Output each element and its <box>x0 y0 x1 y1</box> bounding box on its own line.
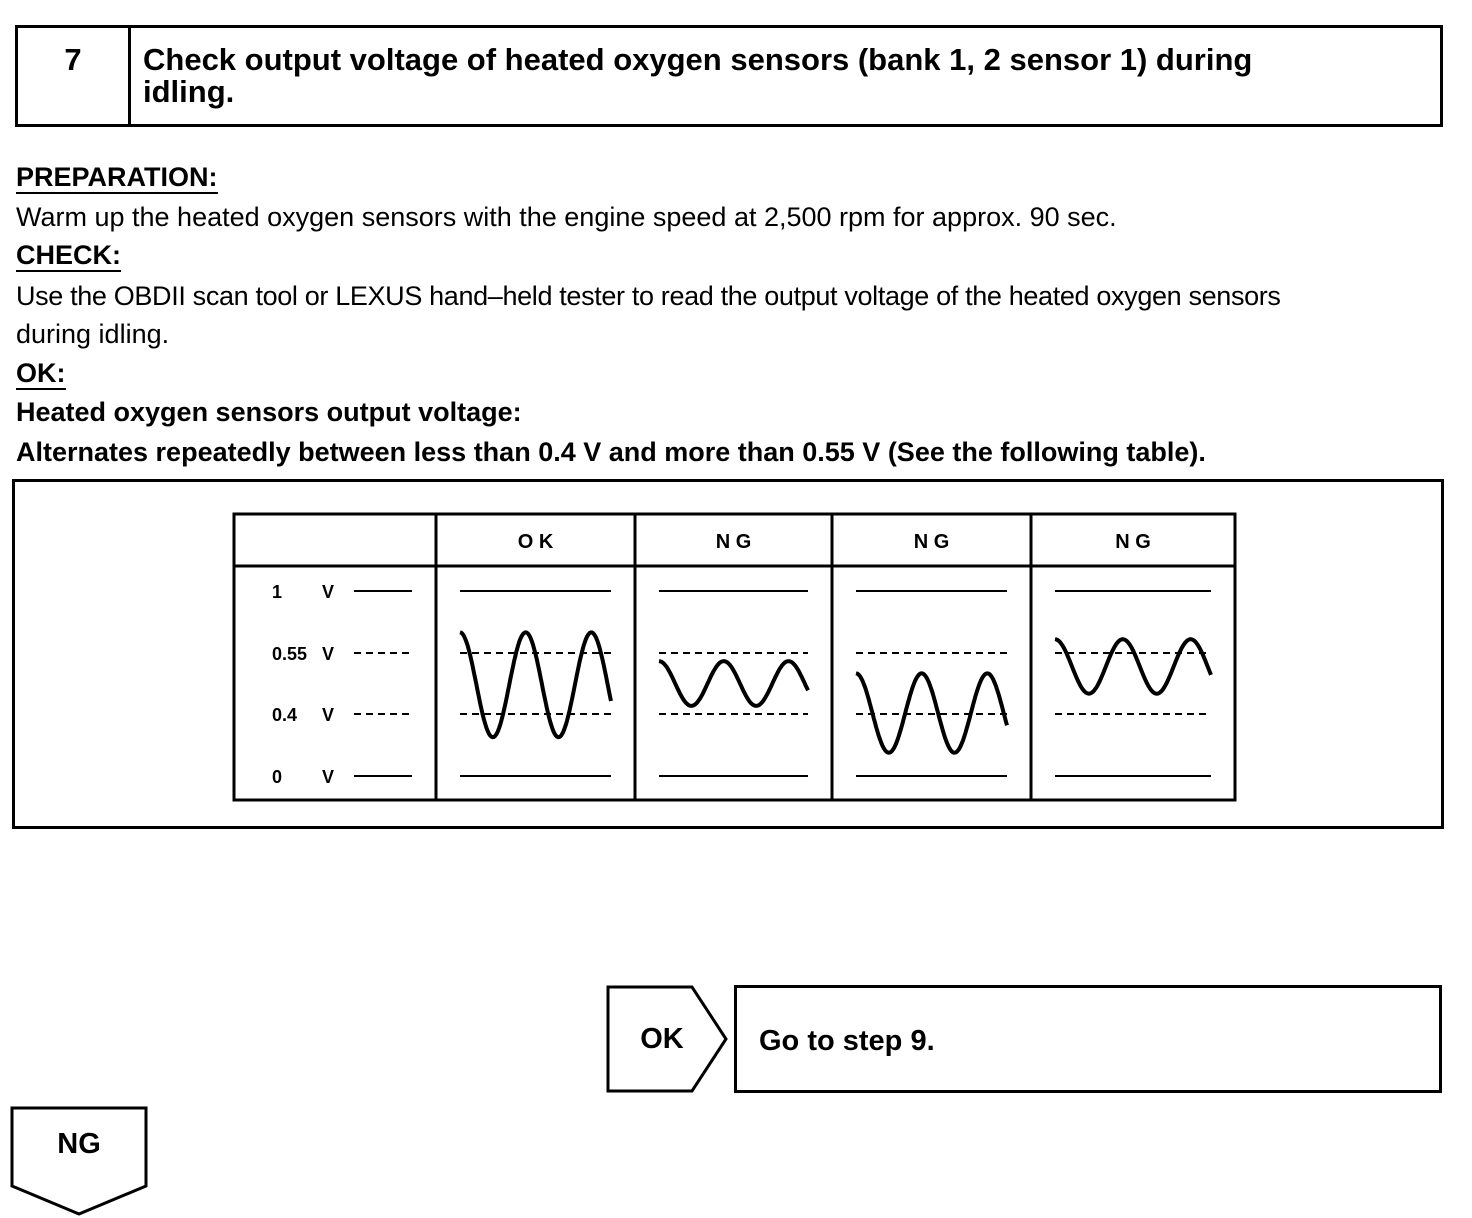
table-frame <box>234 514 1235 800</box>
column-header: N G <box>1115 531 1151 553</box>
voltage-label: 0.55 <box>272 644 308 664</box>
voltage-label: 1 <box>272 582 283 602</box>
ok-result-text: Go to step 9. <box>759 1025 935 1057</box>
ng-arrow-shape <box>10 1106 148 1216</box>
ok-spec-line1: Heated oxygen sensors output voltage: <box>16 397 522 427</box>
waveform-line <box>460 632 611 737</box>
ok-result-box <box>734 985 1442 1093</box>
preparation-header: PREPARATION: <box>16 162 218 192</box>
check-text-line2: during idling. <box>16 319 170 349</box>
check-text-line1: Use the OBDII scan tool or LEXUS hand–held tester to read the output voltage of the heated oxygen sensors <box>16 281 1281 311</box>
column-header: N G <box>913 531 950 553</box>
step-title-line1: Check output voltage of heated oxygen sensors (bank 1, 2 sensor 1) during <box>143 42 1253 77</box>
voltage-label: 0.4 <box>272 705 298 725</box>
step-number: 7 <box>18 28 131 124</box>
ng-branch-label: NG <box>57 1128 101 1160</box>
step-title-line2: idling. <box>143 74 235 109</box>
ok-header: OK: <box>16 358 66 388</box>
voltage-unit: V <box>322 767 335 787</box>
waveform-line <box>1055 639 1211 694</box>
ok-spec-line2: Alternates repeatedly between less than 0.4 V and more than 0.55 V (See the following table). <box>16 437 1206 467</box>
column-header: N G <box>715 531 752 553</box>
waveform-line <box>659 661 808 706</box>
column-header: O K <box>517 531 554 553</box>
voltage-unit: V <box>322 582 335 602</box>
check-header: CHECK: <box>16 240 121 270</box>
voltage-unit: V <box>322 644 335 664</box>
voltage-label: 0 <box>272 767 283 787</box>
preparation-text: Warm up the heated oxygen sensors with the engine speed at 2,500 rpm for approx. 90 sec. <box>16 202 1117 232</box>
voltage-unit: V <box>322 705 335 725</box>
ok-branch-label: OK <box>640 1022 684 1055</box>
